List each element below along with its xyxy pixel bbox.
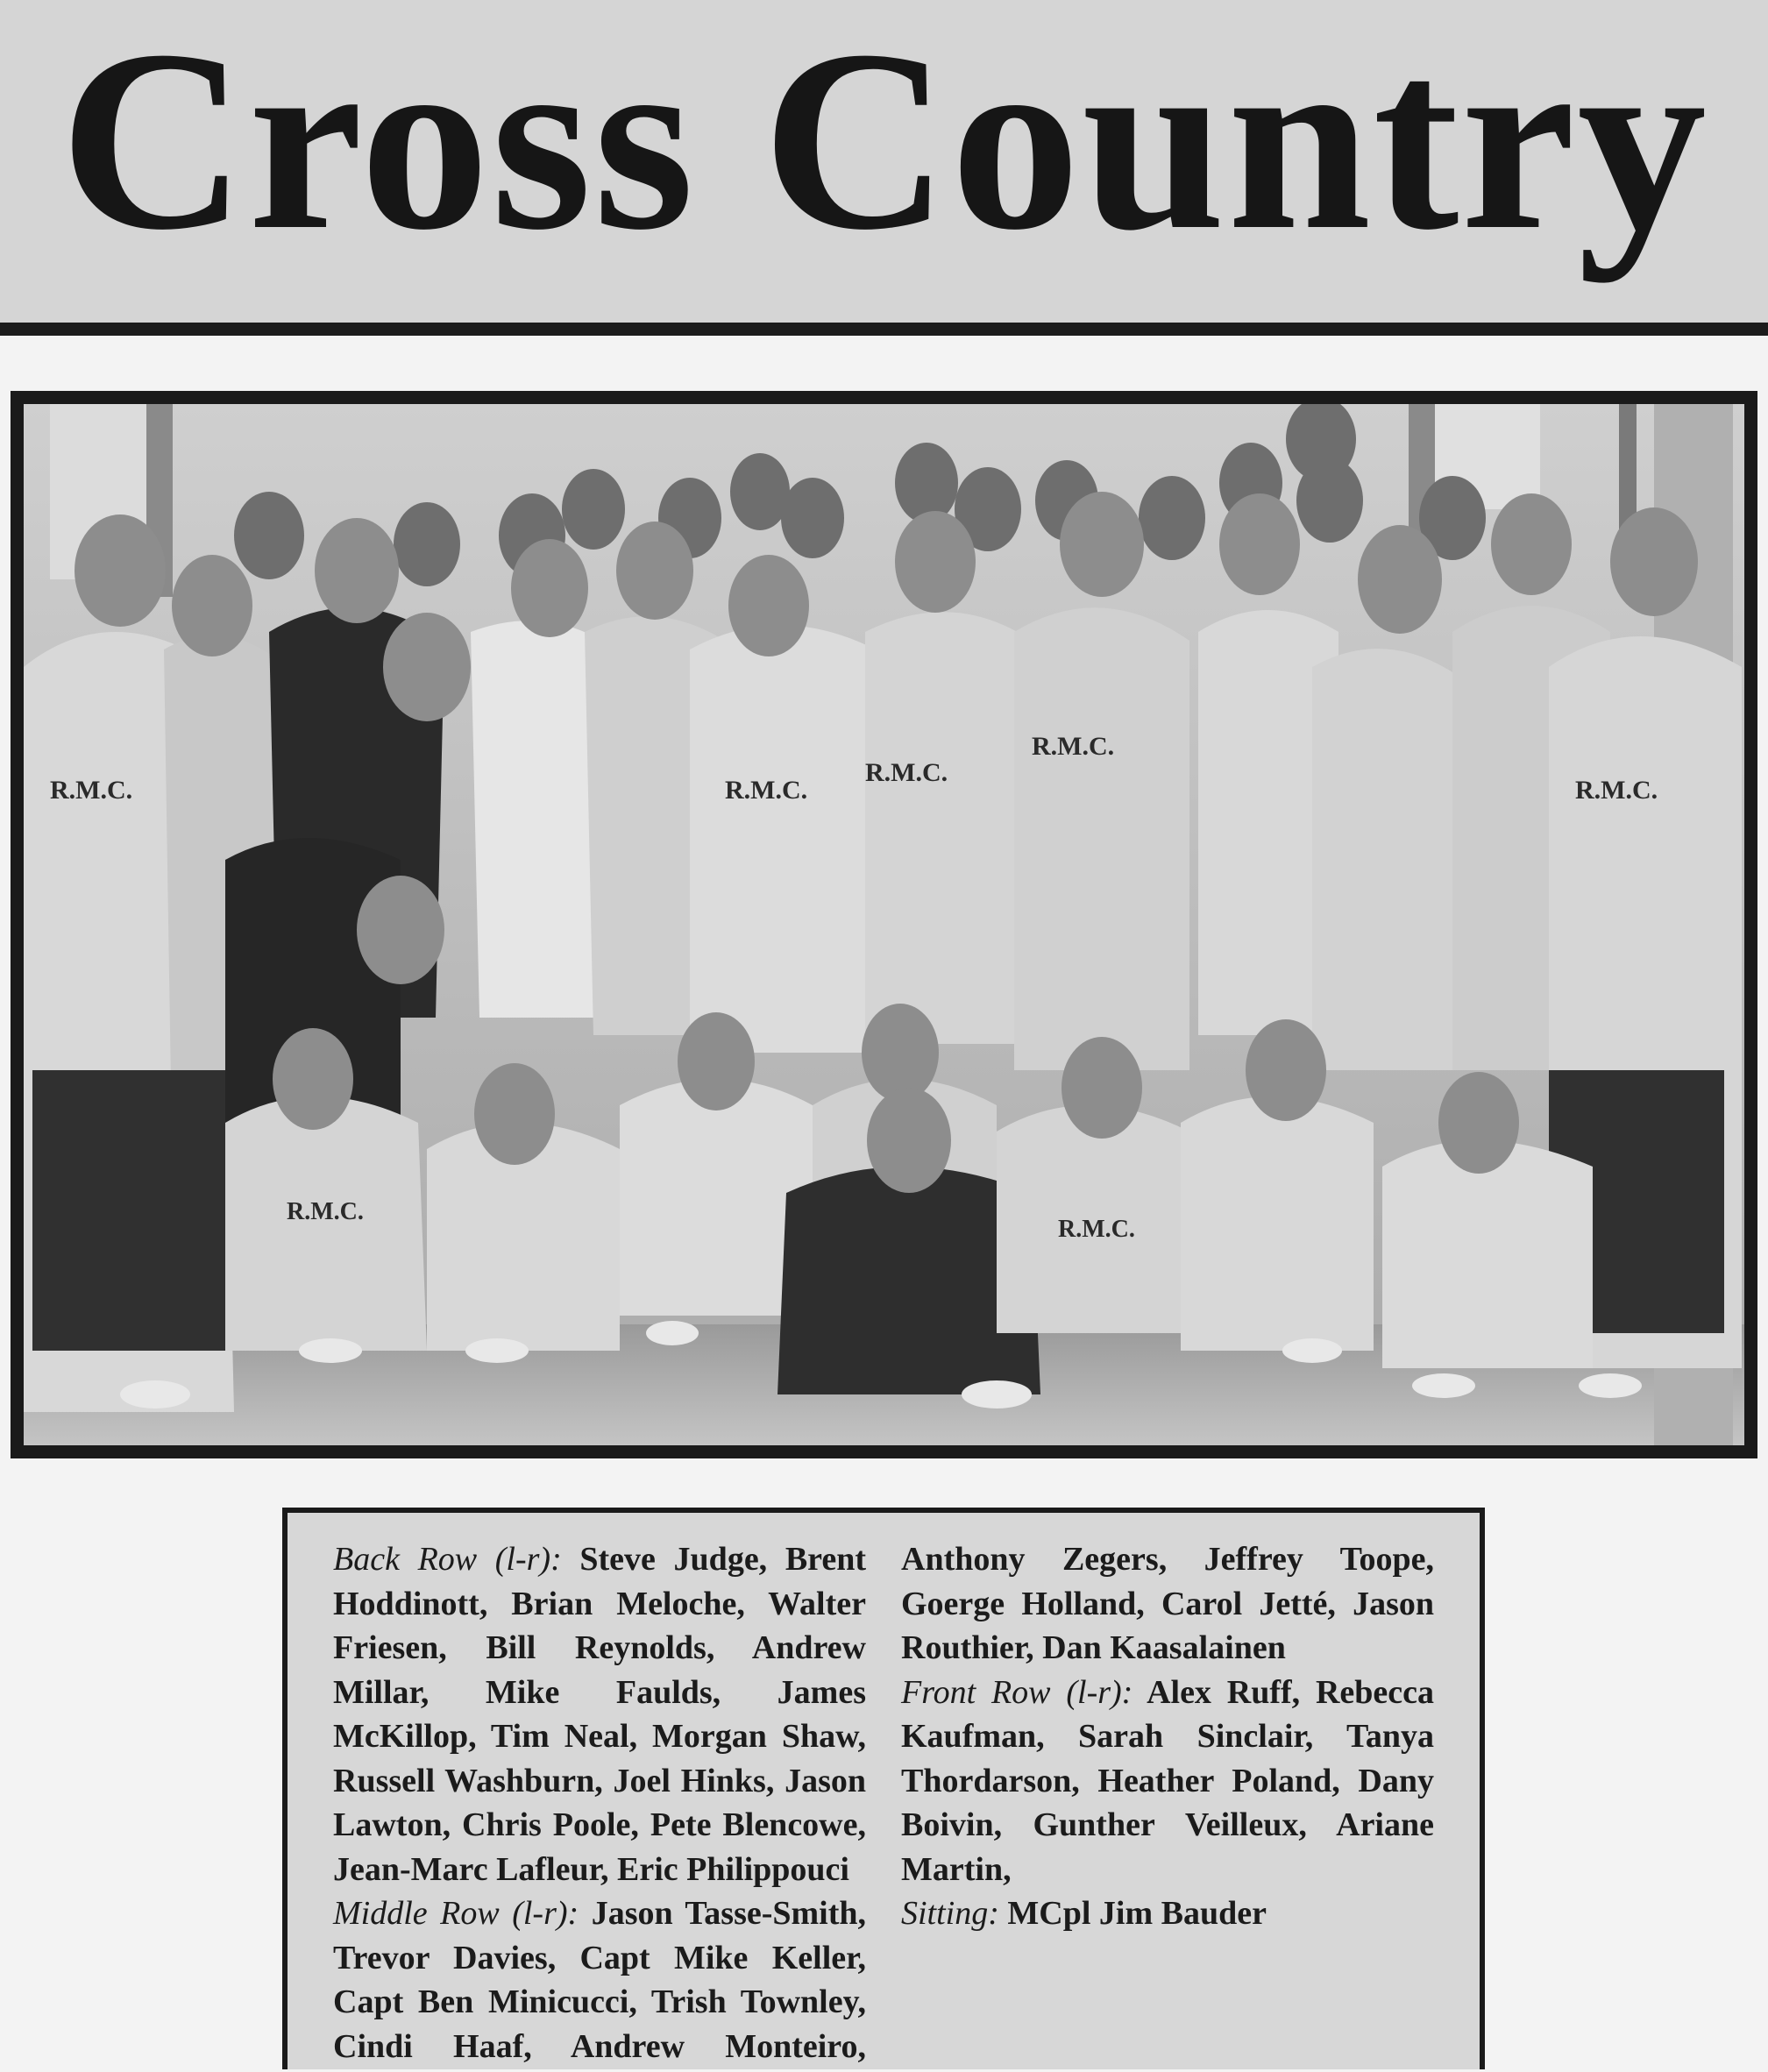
back-row-names: Steve Judge, Brent Hoddinott, Brian Meloche, Walter Friesen, Bill Reynolds, Andrew Millar, Mike Faulds, James McKillop, Tim Neal, Morgan Shaw, Russell Washburn, Joel Hinks, Jason Lawton, Chris Poole, Pete Blencowe, Jean-Marc Lafleur, Eric Philippouci (333, 1541, 866, 1888)
sweatshirt-lettering: R.M.C. (287, 1198, 364, 1225)
middle-row-names: Jason Tasse-Smith, Trevor Davies, Capt Mike Keller, Capt Ben Minicucci, Trish Townley, Cindi Haaf, Andrew Monteiro, Anthony Zegers, Jeffrey Toope, Goerge Holland, Carol Jetté, Jason Routhier, Dan Kaasalainen (333, 1541, 1434, 2065)
back-row-label: Back Row (l-r): (333, 1541, 562, 1578)
team-photo (24, 404, 1744, 1445)
sitting-caption (901, 1891, 1434, 1936)
sitting-label: Sitting: (901, 1895, 999, 1932)
front-row-label: Front Row (l-r): (901, 1673, 1133, 1711)
sweatshirt-lettering: R.M.C. (725, 776, 808, 805)
back-row-caption (333, 1537, 866, 1891)
sitting-names: MCpl Jim Bauder (1007, 1895, 1267, 1932)
sweatshirt-lettering: R.M.C. (50, 776, 133, 805)
sweatshirt-lettering: R.M.C. (1032, 732, 1115, 761)
sweatshirt-lettering: R.M.C. (1575, 776, 1658, 805)
caption-box (282, 1508, 1485, 2069)
title-rule (0, 323, 1768, 336)
front-row-names: Alex Ruff, Rebecca Kaufman, Sarah Sinclair, Tanya Thordarson, Heather Poland, Dany Boivin, Gunther Veilleux, Ariane Martin, (901, 1673, 1435, 1888)
title-band (0, 0, 1768, 323)
sweatshirt-lettering: R.M.C. (865, 758, 948, 787)
page-title: Cross Country (60, 0, 1708, 283)
middle-row-label: Middle Row (l-r): (333, 1895, 579, 1932)
caption-text (333, 1537, 1434, 2072)
front-row-caption (901, 1671, 1434, 1892)
sweatshirt-lettering: R.M.C. (1058, 1216, 1135, 1243)
